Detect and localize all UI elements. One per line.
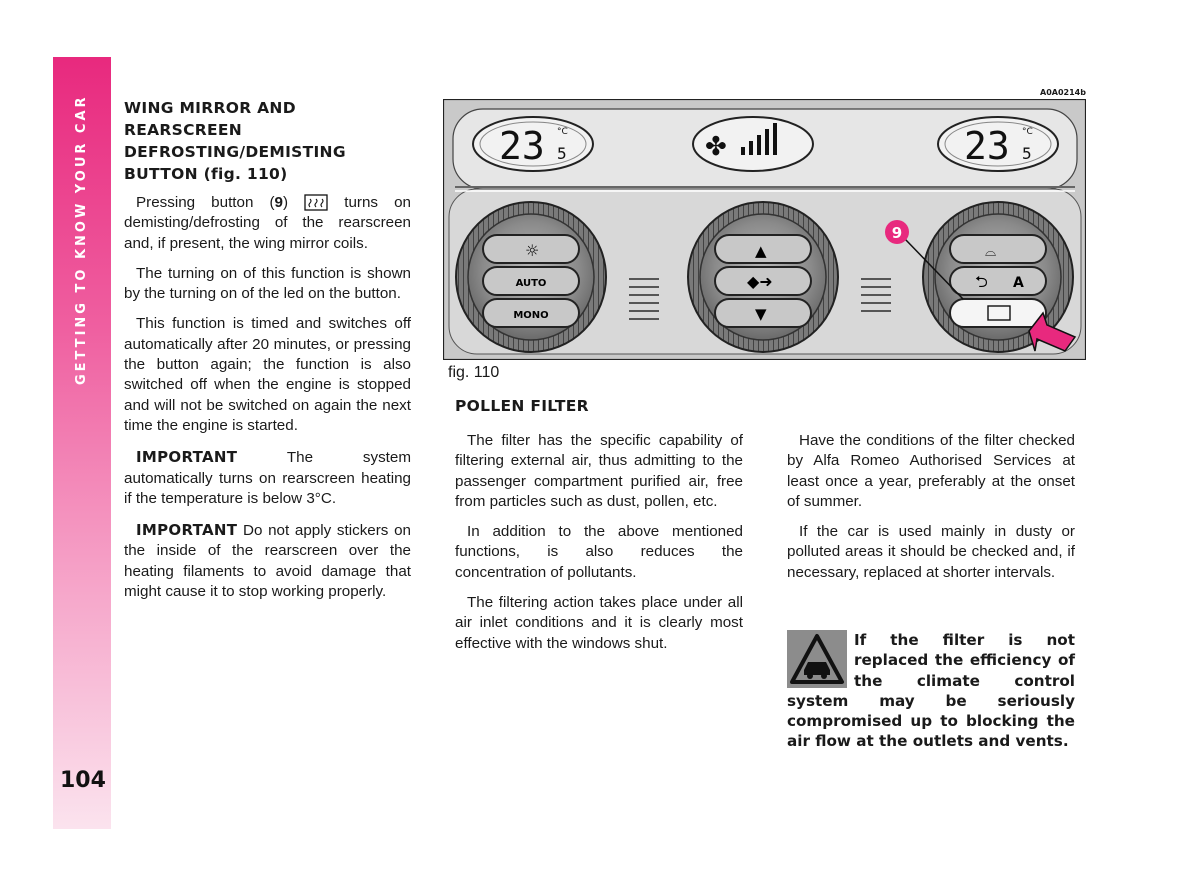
recirculation-icon: ⮌ (975, 272, 988, 291)
right-temp-unit: °C (1022, 127, 1033, 137)
left-column (124, 97, 411, 612)
climate-control-figure (443, 99, 1086, 360)
rear-defrost-icon (304, 194, 328, 211)
important-note (124, 446, 411, 509)
left-temp-decimal: 5 (557, 144, 567, 163)
fan-speed-display (693, 117, 813, 171)
section-heading (124, 97, 374, 185)
paragraph: If the car is used mainly in dusty or polluted areas it should be checked and, if necessary, replaced at shorter intervals. (787, 523, 1075, 581)
fan-icon: ✤ (705, 132, 727, 162)
heading-text: WING MIRROR AND REARSCREEN DEFROSTING/DEMISTING BUTTON (124, 99, 346, 183)
figure-code: A0A0214b (1040, 88, 1086, 97)
left-temp-display (473, 117, 593, 171)
paragraph: The turning on of this function is shown by the turning on of the led on the button. (124, 264, 411, 303)
button-ref: 9 (274, 194, 283, 211)
right-temp-value: 23 (964, 124, 1010, 168)
paragraph: Have the conditions of the filter checked by Alfa Romeo Authorised Services at least once a year, preferably at the onset of summer. (787, 432, 1075, 510)
text-run: turns on demisting/defrosting of the rearscreen and, if present, the wing mirror coils. (124, 194, 411, 252)
auto-button-label: AUTO (515, 278, 547, 289)
arrow-down-icon: ▼ (755, 305, 767, 323)
important-text: Do not apply stickers on the inside of the rearscreen over the heating filaments to avoid damage that might cause it to stop working properly. (124, 522, 411, 601)
sun-icon: ☼ (525, 241, 540, 260)
left-temp-value: 23 (499, 124, 545, 168)
paragraph: The filtering action takes place under all air inlet conditions and it is clearly most effective with the windows shut. (455, 594, 743, 652)
right-temp-decimal: 5 (1022, 144, 1032, 163)
heading-figure-ref: (fig. 110) (203, 165, 288, 183)
arrow-both-icon: ◆➜ (747, 272, 773, 291)
mono-button-label: MONO (513, 310, 549, 321)
right-column (787, 431, 1075, 593)
right-temp-display (938, 117, 1058, 171)
important-text: The system automatically turns on rearscreen heating if the temperature is below 3°C. (124, 449, 411, 507)
middle-column (455, 431, 743, 664)
callout-number: 9 (891, 224, 903, 242)
page-number: 104 (60, 768, 106, 793)
paragraph: The filter has the specific capability of filtering external air, thus admitting to the passenger compartment purified air, free from particles such as dust, pollen, etc. (455, 432, 743, 510)
center-knob[interactable] (688, 202, 838, 352)
left-knob[interactable] (456, 202, 606, 352)
text-run: Pressing button ( (136, 194, 275, 211)
section-title: GETTING TO KNOW YOUR CAR (74, 94, 89, 385)
paragraph: In addition to the above mentioned functions, is also reduces the concentration of pollutants. (455, 523, 743, 581)
arrow-up-icon: ▲ (755, 242, 767, 260)
left-temp-unit: °C (557, 127, 568, 137)
warning-text: If the filter is not replaced the efficiency of the climate control system may be seriously compromised up to blocking the air flow at the outlets and vents. (787, 631, 1075, 751)
car-warning-triangle-icon (787, 630, 847, 688)
important-note (124, 519, 411, 602)
pollen-heading: POLLEN FILTER (455, 397, 589, 415)
important-label: IMPORTANT (136, 448, 238, 467)
windscreen-icon: ⌓ (985, 244, 997, 260)
important-label: IMPORTANT (136, 521, 238, 540)
rear-defrost-button[interactable] (950, 299, 1046, 327)
text-run: ) (283, 194, 289, 211)
warning-box (787, 630, 1075, 752)
paragraph (124, 193, 411, 254)
figure-caption: fig. 110 (448, 364, 500, 381)
a-label: A (1013, 275, 1024, 291)
paragraph: This function is timed and switches off automatically after 20 minutes, or pressing the button again; the function is also switched off when the engine is stopped and will not be switched on again the next time the engine is started. (124, 315, 411, 434)
